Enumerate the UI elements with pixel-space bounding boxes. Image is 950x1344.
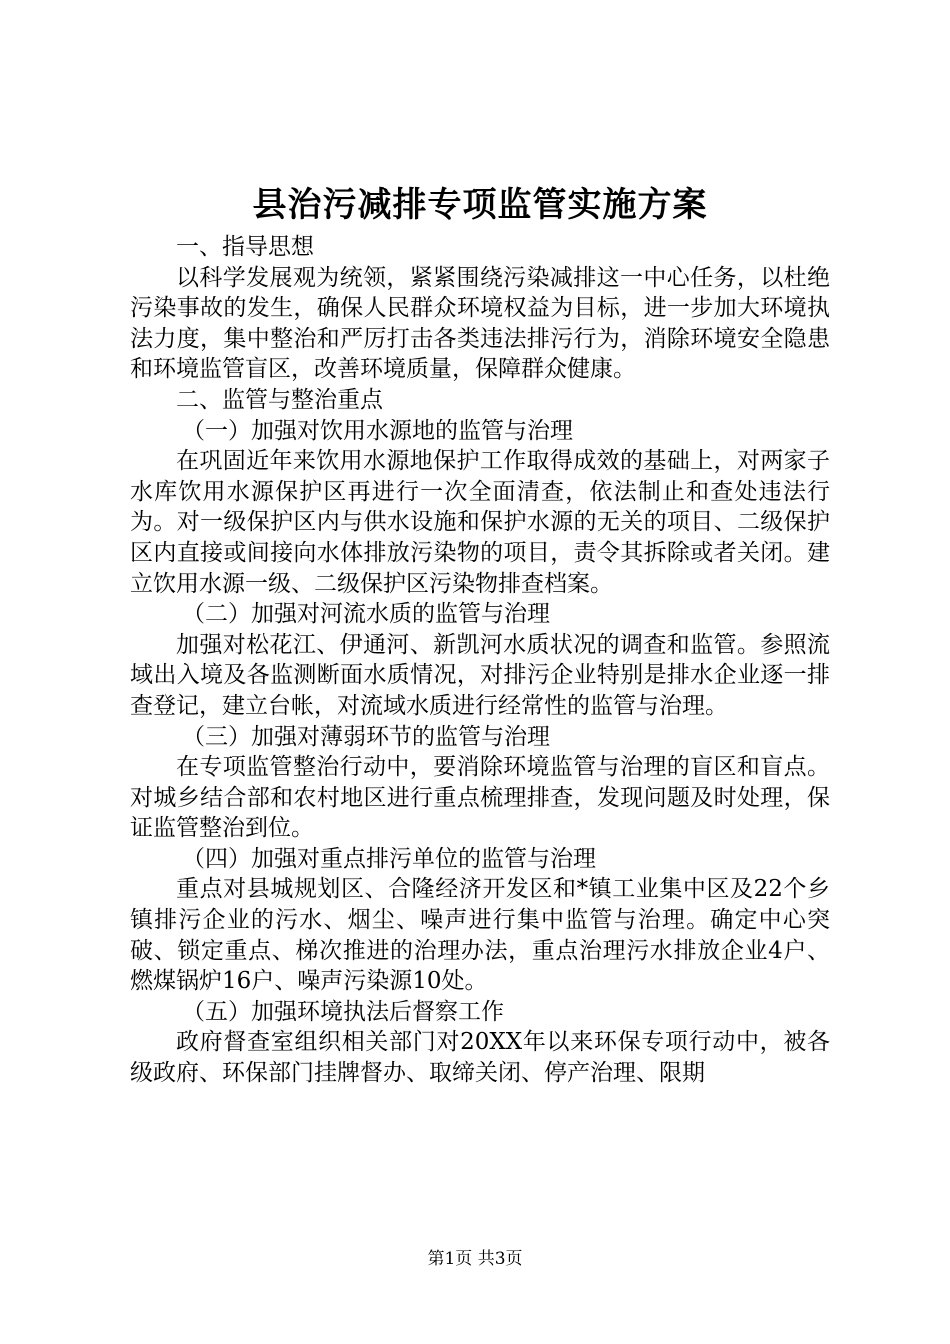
subheading-post-enforcement: （五）加强环境执法后督察工作 (182, 998, 504, 1025)
document-title: 县治污减排专项监管实施方案 (252, 185, 708, 225)
paragraph-river-quality: 加强对松花江、伊通河、新凯河水质状况的调查和监管。参照流域出入境及各监测断面水质情况，对排污企业特别是排水企业逐一排查登记，建立台帐，对流域水质进行经常性的监管与治理。 (130, 631, 830, 719)
section-heading-supervision-focus: 二、监管与整治重点 (176, 386, 383, 413)
page-number-footer: 第1页 共3页 (427, 1249, 523, 1269)
paragraph-weak-links: 在专项监管整治行动中，要消除环境监管与治理的盲区和盲点。对城乡结合部和农村地区进行重点梳理排查，发现问题及时处理，保证监管整治到位。 (130, 754, 830, 842)
section-heading-guiding-ideology: 一、指导思想 (176, 234, 314, 260)
subheading-drinking-water: （一）加强对饮用水源地的监管与治理 (182, 417, 573, 444)
subheading-river-quality: （二）加强对河流水质的监管与治理 (182, 601, 550, 628)
paragraph-drinking-water: 在巩固近年来饮用水源地保护工作取得成效的基础上，对两家子水库饮用水源保护区再进行一次全面清查，依法制止和查处违法行为。对一级保护区内与供水设施和保护水源的无关的项目、二级保护区内直接或间接向水体排放污染物的项目，责令其拆除或者关闭。建立饮用水源一级、二级保护区污染物排查档案。 (130, 448, 830, 597)
subheading-weak-links: （三）加强对薄弱环节的监管与治理 (182, 723, 550, 750)
paragraph-post-enforcement: 政府督查室组织相关部门对20XX年以来环保专项行动中，被各级政府、环保部门挂牌督办、取缔关闭、停产治理、限期 (130, 1029, 830, 1087)
subheading-key-polluters: （四）加强对重点排污单位的监管与治理 (182, 845, 596, 872)
document-page (130, 180, 830, 1089)
paragraph-key-polluters: 重点对县城规划区、合隆经济开发区和*镇工业集中区及22个乡镇排污企业的污水、烟尘、噪声进行集中监管与治理。确定中心突破、锁定重点、梯次推进的治理办法，重点治理污水排放企业4户、燃煤锅炉16户、噪声污染源10处。 (130, 876, 830, 995)
paragraph-guiding-ideology: 以科学发展观为统领，紧紧围绕污染减排这一中心任务，以杜绝污染事故的发生，确保人民群众环境权益为目标，进一步加大环境执法力度，集中整治和严厉打击各类违法排污行为，消除环境安全隐患和环境监管盲区，改善环境质量，保障群众健康。 (130, 264, 830, 383)
